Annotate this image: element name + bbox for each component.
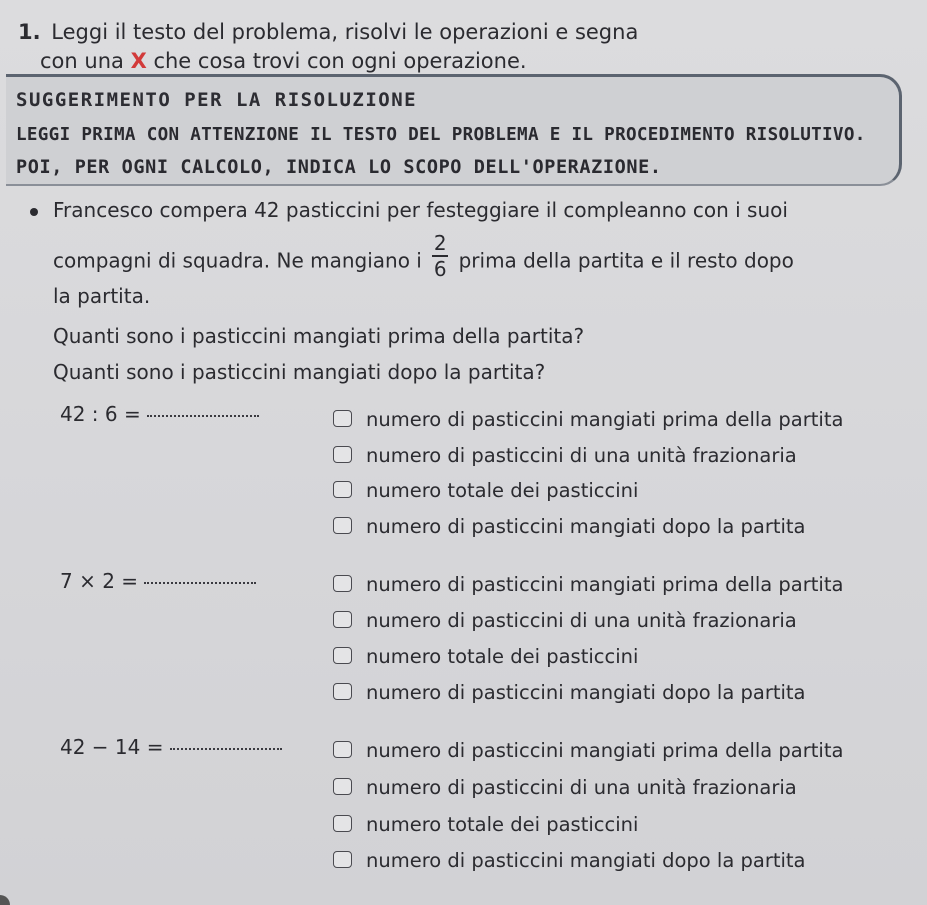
- fraction: [432, 232, 448, 280]
- instruction-line-2: [18, 47, 898, 76]
- instruction-line-2-pre: con una: [40, 49, 124, 73]
- answer-blank-3[interactable]: [170, 748, 282, 750]
- problem-line-2-pre: compagni di squadra. Ne mangiano i: [53, 248, 422, 273]
- checkbox-icon[interactable]: [333, 851, 352, 868]
- checkbox-icon[interactable]: [333, 446, 352, 463]
- option-label: numero di pasticcini di una unità frazionaria: [366, 444, 797, 467]
- problem-line-3: la partita.: [53, 284, 151, 308]
- op2-option-4[interactable]: [333, 681, 806, 705]
- instruction-line-2-post: che cosa trovi con ogni operazione.: [153, 49, 527, 73]
- checkbox-icon[interactable]: [333, 778, 352, 795]
- hint-line-1: LEGGI PRIMA CON ATTENZIONE IL TESTO DEL PROBLEMA E IL PROCEDIMENTO RISOLUTIVO.: [16, 125, 866, 145]
- op3-option-1[interactable]: [333, 739, 843, 763]
- hint-line-2: POI, PER OGNI CALCOLO, INDICA LO SCOPO DELL'OPERAZIONE.: [16, 157, 662, 178]
- op3-option-3[interactable]: [333, 813, 638, 837]
- exercise-number: 1.: [18, 20, 41, 44]
- checkbox-icon[interactable]: [333, 517, 352, 534]
- op1-option-1[interactable]: [333, 408, 843, 432]
- question-1: Quanti sono i pasticcini mangiati prima della partita?: [53, 324, 585, 348]
- op2-option-1[interactable]: [333, 573, 843, 597]
- checkbox-icon[interactable]: [333, 683, 352, 700]
- op1-option-3[interactable]: [333, 479, 638, 503]
- hint-title: SUGGERIMENTO PER LA RISOLUZIONE: [16, 89, 418, 111]
- checkbox-icon[interactable]: [333, 410, 352, 427]
- operation-1: [60, 402, 259, 426]
- operation-2: [60, 569, 256, 593]
- option-label: numero di pasticcini mangiati prima della partita: [366, 408, 844, 431]
- op2-option-3[interactable]: [333, 645, 638, 669]
- page-corner-mark: [0, 895, 10, 905]
- answer-blank-1[interactable]: [147, 415, 259, 417]
- checkbox-icon[interactable]: [333, 611, 352, 628]
- operation-3-expression: 42 − 14 =: [60, 735, 164, 759]
- op1-option-4[interactable]: [333, 515, 806, 539]
- operation-3: [60, 735, 282, 759]
- option-label: numero di pasticcini di una unità frazionaria: [366, 776, 797, 799]
- x-mark-icon: X: [130, 49, 147, 73]
- hint-box: [6, 74, 902, 186]
- instruction-line-1: Leggi il testo del problema, risolvi le operazioni e segna: [51, 20, 639, 44]
- fraction-denominator: 6: [433, 257, 447, 281]
- exercise-instruction: [18, 18, 898, 76]
- checkbox-icon[interactable]: [333, 575, 352, 592]
- bullet-icon: [30, 208, 38, 216]
- op2-option-2[interactable]: [333, 609, 797, 633]
- option-label: numero di pasticcini mangiati dopo la partita: [366, 849, 806, 872]
- problem-line-2-post: prima della partita e il resto dopo: [458, 248, 794, 273]
- checkbox-icon[interactable]: [333, 741, 352, 758]
- option-label: numero di pasticcini mangiati prima della partita: [366, 739, 844, 762]
- option-label: numero totale dei pasticcini: [366, 479, 639, 502]
- op1-option-2[interactable]: [333, 444, 797, 468]
- option-label: numero totale dei pasticcini: [366, 645, 639, 668]
- operation-1-expression: 42 : 6 =: [60, 402, 141, 426]
- fraction-numerator: 2: [433, 231, 447, 255]
- question-2: Quanti sono i pasticcini mangiati dopo la partita?: [53, 360, 546, 384]
- option-label: numero totale dei pasticcini: [366, 813, 639, 836]
- problem-line-2: [53, 231, 794, 286]
- option-label: numero di pasticcini mangiati dopo la partita: [366, 681, 806, 704]
- checkbox-icon[interactable]: [333, 647, 352, 664]
- problem-line-1: Francesco compera 42 pasticcini per festeggiare il compleanno con i suoi: [53, 198, 788, 222]
- checkbox-icon[interactable]: [333, 815, 352, 832]
- checkbox-icon[interactable]: [333, 481, 352, 498]
- op3-option-2[interactable]: [333, 776, 797, 800]
- option-label: numero di pasticcini mangiati prima della partita: [366, 573, 844, 596]
- answer-blank-2[interactable]: [144, 582, 256, 584]
- op3-option-4[interactable]: [333, 849, 806, 873]
- operation-2-expression: 7 × 2 =: [60, 569, 139, 593]
- option-label: numero di pasticcini mangiati dopo la partita: [366, 515, 806, 538]
- option-label: numero di pasticcini di una unità frazionaria: [366, 609, 797, 632]
